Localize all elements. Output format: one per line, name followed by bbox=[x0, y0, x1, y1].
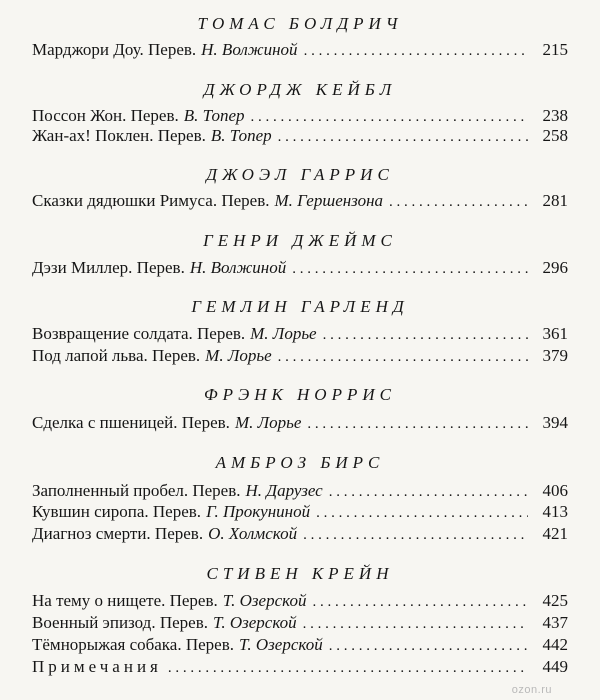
entry-title: Поссон Жон. Перев. bbox=[32, 106, 179, 125]
entry-page: 413 bbox=[542, 502, 568, 521]
entry-translator: Т. Озерской bbox=[212, 613, 297, 632]
entry-title: Военный эпизод. Перев. bbox=[32, 613, 208, 632]
author-heading: АМБРОЗ БИРС bbox=[215, 453, 385, 472]
dot-leader bbox=[168, 656, 528, 680]
entry-page: 281 bbox=[542, 191, 568, 210]
author-heading: ДЖОРДЖ КЕЙБЛ bbox=[203, 80, 397, 99]
entry-translator: Г. Прокуниной bbox=[206, 502, 311, 521]
toc-entry bbox=[32, 189, 568, 213]
entry-title: Заполненный пробел. Перев. bbox=[32, 481, 241, 500]
notes-page: 449 bbox=[542, 657, 568, 676]
entry-page: 215 bbox=[542, 40, 568, 59]
entry-title: Дэзи Миллер. Перев. bbox=[32, 258, 185, 277]
entry-translator: Н. Дарузес bbox=[245, 481, 323, 500]
entry-translator: Т. Озерской bbox=[222, 591, 307, 610]
toc-entry bbox=[32, 522, 568, 546]
entry-translator: М. Лорье bbox=[234, 413, 302, 432]
dot-leader bbox=[278, 125, 528, 149]
author-heading: ДЖОЭЛ ГАРРИС bbox=[206, 165, 394, 184]
toc-entry bbox=[32, 38, 568, 62]
entry-translator: Т. Озерской bbox=[239, 635, 323, 654]
entry-translator: О. Холмской bbox=[208, 524, 298, 543]
toc-entry-notes bbox=[32, 655, 568, 679]
author-heading: ТОМАС БОЛДРИЧ bbox=[197, 14, 403, 33]
entry-title: На тему о нищете. Перев. bbox=[32, 591, 218, 610]
entry-page: 296 bbox=[542, 258, 568, 277]
entry-translator: В. Топер bbox=[183, 106, 245, 125]
toc-entry bbox=[32, 344, 568, 368]
entry-translator: В. Топер bbox=[210, 126, 272, 145]
dot-leader bbox=[389, 190, 528, 214]
entry-page: 394 bbox=[542, 413, 568, 432]
author-heading: ГЕМЛИН ГАРЛЕНД bbox=[191, 297, 409, 316]
toc-entry bbox=[32, 322, 568, 346]
entry-page: 437 bbox=[542, 613, 568, 632]
toc-entry bbox=[32, 411, 568, 435]
toc-entry bbox=[32, 256, 568, 280]
entry-translator: Н. Волжиной bbox=[189, 258, 287, 277]
entry-title: Возвращение солдата. Перев. bbox=[32, 324, 246, 343]
entry-page: 406 bbox=[542, 481, 568, 500]
toc-entry bbox=[32, 124, 568, 148]
watermark-logo: ozon.ru bbox=[511, 684, 552, 696]
dot-leader bbox=[278, 345, 528, 369]
entry-title: Сказки дядюшки Римуса. Перев. bbox=[32, 191, 270, 210]
entry-page: 442 bbox=[542, 635, 568, 654]
entry-page: 238 bbox=[542, 106, 568, 125]
entry-page: 258 bbox=[542, 126, 568, 145]
entry-title: Под лапой льва. Перев. bbox=[32, 346, 201, 365]
entry-translator: М. Лорье bbox=[250, 324, 317, 343]
toc-entry bbox=[32, 500, 568, 524]
entry-page: 379 bbox=[542, 346, 568, 365]
entry-page: 421 bbox=[542, 524, 568, 543]
entry-page: 361 bbox=[542, 324, 568, 343]
toc-entry bbox=[32, 633, 568, 657]
entry-translator: М. Лорье bbox=[205, 346, 272, 365]
entry-title: Диагноз смерти. Перев. bbox=[32, 524, 204, 543]
author-heading: ГЕНРИ ДЖЕЙМС bbox=[203, 231, 397, 250]
entry-title: Тёмнорыжая собака. Перев. bbox=[32, 635, 234, 654]
entry-title: Жан-ах! Поклен. Перев. bbox=[32, 126, 206, 145]
entry-title: Сделка с пшеницей. Перев. bbox=[32, 413, 230, 432]
entry-translator: М. Гершензона bbox=[274, 191, 384, 210]
toc-entry bbox=[32, 589, 568, 613]
dot-leader bbox=[303, 523, 528, 547]
dot-leader bbox=[307, 412, 528, 436]
dot-leader bbox=[292, 257, 528, 281]
entry-page: 425 bbox=[542, 591, 568, 610]
dot-leader bbox=[304, 39, 528, 63]
author-heading: СТИВЕН КРЕЙН bbox=[206, 564, 394, 583]
toc-entry bbox=[32, 611, 568, 635]
author-heading: ФРЭНК НОРРИС bbox=[204, 385, 396, 404]
entry-title: Кувшин сиропа. Перев. bbox=[32, 502, 202, 521]
notes-title: Примечания bbox=[32, 657, 162, 676]
entry-title: Марджори Доу. Перев. bbox=[32, 40, 197, 59]
entry-translator: Н. Волжиной bbox=[201, 40, 298, 59]
